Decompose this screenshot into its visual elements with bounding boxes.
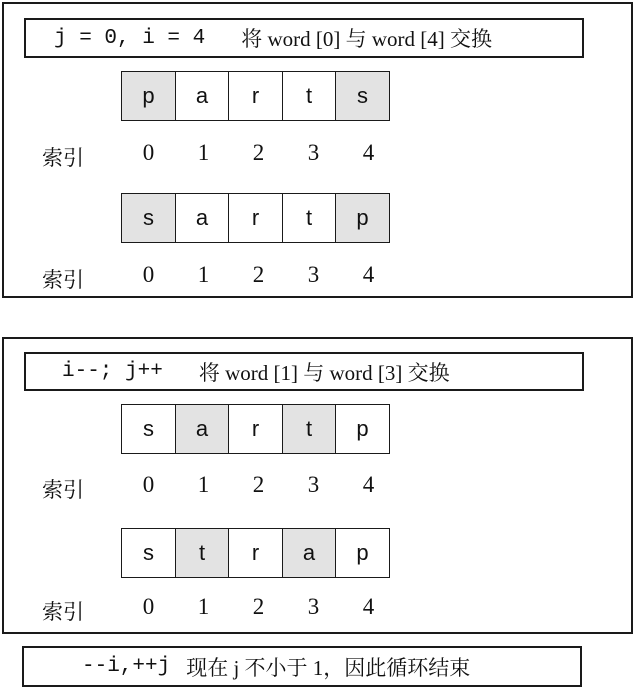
array-cell: s — [121, 404, 176, 454]
index-value: 2 — [252, 140, 265, 165]
step2-caption-code: i--; j++ — [62, 360, 163, 383]
step2-caption-text: 将 word [1] 与 word [3] 交换 — [198, 360, 450, 385]
index-value: 1 — [197, 472, 210, 497]
array-cell: s — [121, 528, 176, 578]
array-cell: p — [335, 404, 390, 454]
index-value: 3 — [307, 262, 320, 287]
array-cell: s — [121, 193, 176, 243]
array-cell: a — [282, 528, 337, 578]
index-label: 索引 — [42, 478, 84, 502]
index-value: 0 — [142, 472, 155, 497]
index-value: 1 — [197, 594, 210, 619]
step2-before-array — [121, 404, 390, 454]
index-value: 4 — [362, 262, 375, 287]
step1-caption — [24, 18, 584, 58]
index-value: 2 — [252, 262, 265, 287]
array-cell: p — [335, 193, 390, 243]
index-value: 0 — [142, 594, 155, 619]
step2-before-indices — [121, 472, 396, 498]
index-value: 2 — [252, 472, 265, 497]
array-cell: r — [228, 193, 283, 243]
step2-caption — [24, 352, 584, 391]
index-value: 3 — [307, 472, 320, 497]
array-cell: r — [228, 71, 283, 121]
array-cell: t — [175, 528, 230, 578]
array-cell: r — [228, 528, 283, 578]
index-label: 索引 — [42, 600, 84, 624]
step2-after-indices — [121, 594, 396, 620]
step1-before-array — [121, 71, 390, 121]
index-value: 4 — [362, 472, 375, 497]
step1-before-indices — [121, 140, 396, 166]
index-value: 4 — [362, 140, 375, 165]
step1-caption-text: 将 word [0] 与 word [4] 交换 — [241, 27, 493, 51]
index-value: 0 — [142, 140, 155, 165]
step2-after-array — [121, 528, 390, 578]
index-label: 索引 — [42, 146, 84, 170]
index-value: 1 — [197, 262, 210, 287]
index-value: 0 — [142, 262, 155, 287]
array-cell: t — [282, 193, 337, 243]
index-value: 3 — [307, 140, 320, 165]
step1-caption-code: j = 0, i = 4 — [54, 26, 206, 50]
step2-panel — [2, 337, 633, 634]
array-cell: p — [335, 528, 390, 578]
index-value: 4 — [362, 594, 375, 619]
step1-after-array — [121, 193, 390, 243]
array-cell: a — [175, 193, 230, 243]
array-cell: a — [175, 404, 230, 454]
index-value: 3 — [307, 594, 320, 619]
footer-caption — [22, 646, 582, 687]
array-cell: t — [282, 71, 337, 121]
array-cell: s — [335, 71, 390, 121]
step1-after-indices — [121, 262, 396, 288]
array-cell: r — [228, 404, 283, 454]
footer-text: 现在 j 不小于 1，因此循环结束 — [186, 655, 471, 680]
index-label: 索引 — [42, 268, 84, 292]
footer-code: --i,++j — [82, 655, 171, 678]
array-cell: a — [175, 71, 230, 121]
step1-panel — [2, 2, 633, 298]
array-cell: p — [121, 71, 176, 121]
array-cell: t — [282, 404, 337, 454]
index-value: 2 — [252, 594, 265, 619]
index-value: 1 — [197, 140, 210, 165]
